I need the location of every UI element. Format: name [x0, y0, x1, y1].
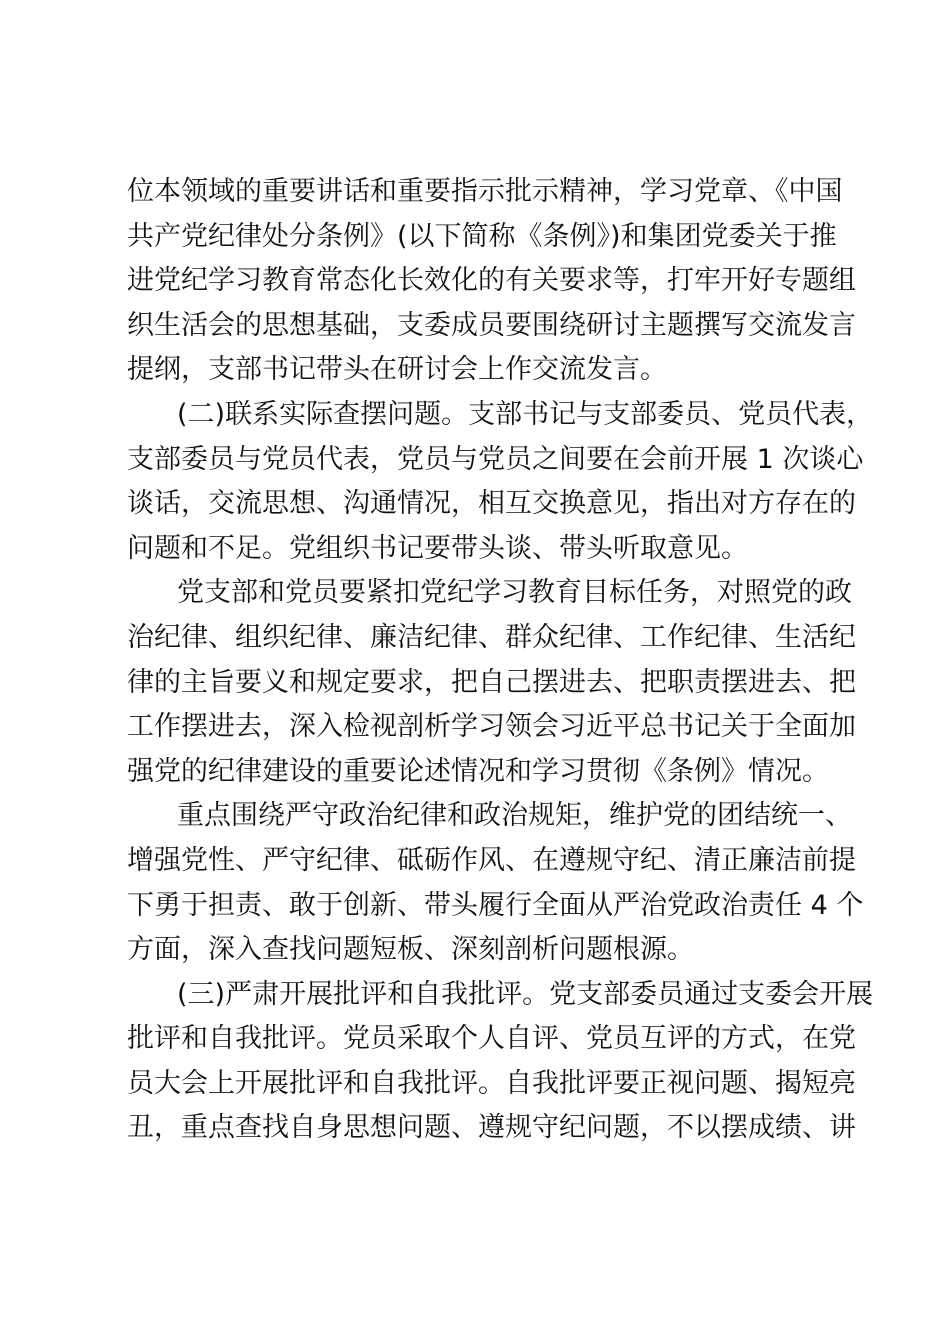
- text-line: 治纪律、组织纪律、廉洁纪律、群众纪律、工作纪律、生活纪: [127, 621, 856, 653]
- text-line: 批评和自我批评。党员采取个人自评、党员互评的方式，在党: [127, 1023, 856, 1055]
- text-line: 支部委员与党员代表，党员与党员之间要在会前开展 1 次谈心: [127, 443, 864, 475]
- text-line: (二)联系实际查摆问题。支部书记与支部委员、党员代表，: [177, 398, 874, 430]
- paragraph-2: [127, 393, 874, 571]
- text-line: 丑，重点查找自身思想问题、遵规守纪问题，不以摆成绩、讲: [127, 1112, 856, 1144]
- text-line: 谈话，交流思想、沟通情况，相互交换意见，指出对方存在的: [127, 488, 856, 520]
- text-line: 员大会上开展批评和自我批评。自我批评要正视问题、揭短亮: [127, 1067, 856, 1099]
- text-line: 方面，深入查找问题短板、深刻剖析问题根源。: [127, 934, 694, 966]
- text-line: 党支部和党员要紧扣党纪学习教育目标任务，对照党的政: [177, 577, 852, 609]
- text-line: 提纲，支部书记带头在研讨会上作交流发言。: [127, 354, 667, 386]
- text-line: 问题和不足。党组织书记要带头谈、带头听取意见。: [127, 532, 748, 564]
- paragraph-5: [127, 973, 874, 1151]
- text-line: 增强党性、严守纪律、砥砺作风、在遵规守纪、清正廉洁前提: [127, 844, 856, 876]
- text-line: 织生活会的思想基础，支委成员要围绕研讨主题撰写交流发言: [127, 309, 856, 341]
- text-line: 共产党纪律处分条例》(以下简称《条例》)和集团党委关于推: [127, 220, 837, 252]
- text-line: 律的主旨要义和规定要求，把自己摆进去、把职责摆进去、把: [127, 666, 856, 698]
- text-line: 下勇于担责、敢于创新、带头履行全面从严治党政治责任 4 个: [127, 889, 864, 921]
- text-line: 强党的纪律建设的重要论述情况和学习贯彻《条例》情况。: [127, 755, 829, 787]
- text-line: 进党纪学习教育常态化长效化的有关要求等，打牢开好专题组: [127, 265, 856, 297]
- paragraph-4: [127, 794, 864, 972]
- text-line: 重点围绕严守政治纪律和政治规矩，维护党的团结统一、: [177, 800, 852, 832]
- text-line: (三)严肃开展批评和自我批评。党支部委员通过支委会开展: [177, 978, 874, 1010]
- paragraph-1: [127, 170, 856, 393]
- paragraph-3: [127, 571, 856, 794]
- text-line: 工作摆进去，深入检视剖析学习领会习近平总书记关于全面加: [127, 711, 856, 743]
- text-line: 位本领域的重要讲话和重要指示批示精神，学习党章、《中国: [127, 176, 843, 207]
- document-body: [127, 170, 874, 1151]
